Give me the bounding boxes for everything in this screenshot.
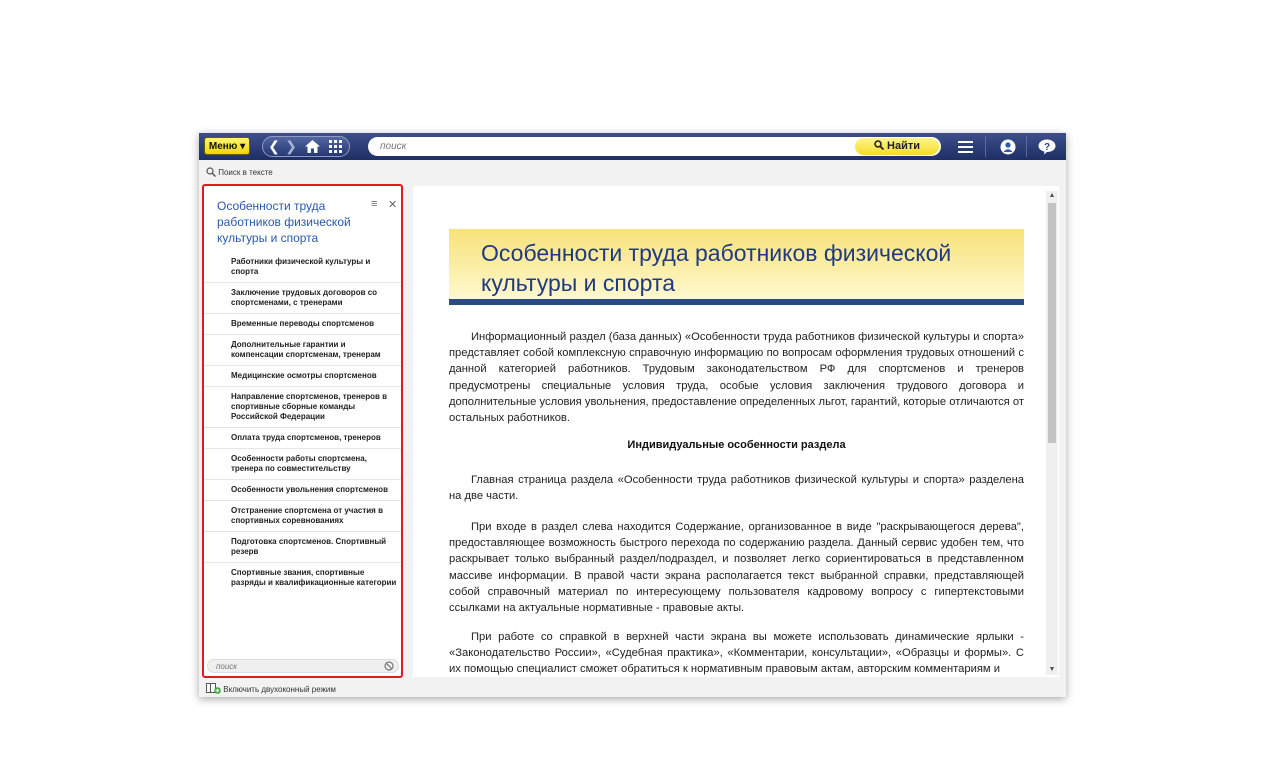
dual-window-label: Включить двухоконный режим	[223, 685, 336, 694]
document-title-banner	[449, 229, 1024, 305]
svg-text:?: ?	[1043, 142, 1051, 153]
toc-item[interactable]: Заключение трудовых договоров со спортсменами, с тренерами	[204, 282, 401, 313]
top-toolbar	[199, 133, 1066, 160]
scroll-up-arrow-icon[interactable]: ▲	[1048, 192, 1056, 199]
search-in-text-label: Поиск в тексте	[218, 168, 273, 177]
toc-item[interactable]: Особенности увольнения спортсменов	[204, 479, 401, 500]
document-title: Особенности труда работников физической культуры и спорта	[481, 240, 952, 296]
find-button-label: Найти	[887, 140, 921, 152]
paragraph-text: При входе в раздел слева находится Содержание, организованное в виде "раскрывающегося дерева", предоставляющее возможность быстрого перехода по содержанию раздела. Данный сервис удобен тем, что раскрывает только выбранный раздел/подраздел, и позволяет легко сориентироваться в представленном массиве информации. В правой части экрана располагается текст выбранной справки, представляющей собой справочный материал по интересующему пользователя кадровому вопросу с гипертекстовыми ссылками на актуальные нормативные - правовые акты.	[449, 521, 1024, 615]
toc-item[interactable]: Особенности работы спортсмена, тренера по совместительству	[204, 448, 401, 479]
search-in-text-link[interactable]	[206, 167, 273, 179]
toc-item[interactable]: Дополнительные гарантии и компенсации спортсменам, тренерам	[204, 334, 401, 365]
toc-item[interactable]: Спортивные звания, спортивные разряды и квалификационные категории	[204, 562, 401, 593]
app-window	[199, 133, 1066, 697]
user-profile-icon[interactable]	[996, 136, 1020, 157]
toolbar-divider	[1026, 136, 1027, 157]
find-button[interactable]	[855, 138, 939, 155]
content-scrollbar[interactable]	[1046, 191, 1058, 675]
close-icon[interactable]: ✕	[388, 199, 398, 211]
document-content	[413, 186, 1059, 677]
toc-search-input[interactable]	[216, 660, 376, 672]
toc-item[interactable]: Оплата труда спортсменов, тренеров	[204, 427, 401, 448]
scroll-thumb[interactable]	[1048, 203, 1056, 443]
home-icon[interactable]	[302, 137, 322, 156]
magnifier-icon	[206, 167, 216, 177]
top-search-input[interactable]	[380, 139, 850, 154]
paragraph-text: Информационный раздел (база данных) «Особенности труда работников физической культуры и спорта» представляет собой комплексную справочную информацию по вопросам оформления трудовых отношений с данной категорией работников. Трудовым законодательством РФ для спортсменов и тренеров предусмотрены специальные условия труда, особые условия заключения трудового договора и дополнительные условия увольнения, предоставление определенных льгот, гарантий, которые отличаются от остальных работников.	[449, 331, 1024, 425]
paragraph-main-page	[449, 472, 1024, 504]
dual-window-toggle[interactable]	[206, 683, 336, 695]
paragraph-contents-tree	[449, 519, 1024, 616]
toolbar-divider	[985, 136, 986, 157]
table-of-contents-panel	[202, 184, 403, 678]
search-icon	[874, 140, 884, 150]
back-arrow-icon[interactable]: ❮	[268, 138, 280, 154]
forward-arrow-icon[interactable]: ❯	[285, 138, 297, 154]
clear-search-icon[interactable]	[384, 661, 394, 671]
toc-item[interactable]: Подготовка спортсменов. Спортивный резерв	[204, 531, 401, 562]
toc-item[interactable]: Работники физической культуры и спорта	[231, 257, 371, 276]
navigation-group	[262, 136, 350, 157]
menu-button[interactable]: Меню ▾	[204, 137, 250, 155]
paragraph-text: Главная страница раздела «Особенности труда работников физической культуры и спорта» разделена на две части.	[449, 474, 1024, 503]
grid-icon[interactable]	[325, 137, 345, 156]
hamburger-menu-icon[interactable]	[953, 136, 977, 157]
toc-item[interactable]: Временные переводы спортсменов	[204, 313, 401, 334]
toc-list	[204, 252, 401, 593]
intro-paragraph	[449, 329, 1024, 426]
dual-window-icon	[206, 683, 221, 694]
paragraph-text: При работе со справкой в верхней части экрана вы можете использовать динамические ярлыки - «Законодательство России», «Судебная практика», «Комментарии, консультации», «Образцы и формы». С их помощью специалист сможет обратиться к нормативным правовым актам, авторским комментариям и	[449, 631, 1024, 676]
list-menu-icon[interactable]: ≡	[371, 198, 378, 210]
scroll-down-arrow-icon[interactable]: ▼	[1048, 666, 1056, 673]
toc-search-bar	[207, 659, 399, 673]
section-heading: Индивидуальные особенности раздела	[627, 439, 846, 451]
toc-item[interactable]: Отстранение спортсмена от участия в спортивных соревнованиях	[204, 500, 401, 531]
paragraph-dynamic-labels	[449, 629, 1024, 677]
toc-item[interactable]: Медицинские осмотры спортсменов	[204, 365, 401, 386]
help-icon[interactable]	[1035, 136, 1059, 157]
toc-item[interactable]: Направление спортсменов, тренеров в спортивные сборные команды Российской Федерации	[204, 386, 401, 427]
toc-title: Особенности труда работников физической культуры и спорта	[217, 199, 351, 245]
top-search-bar	[368, 137, 941, 156]
